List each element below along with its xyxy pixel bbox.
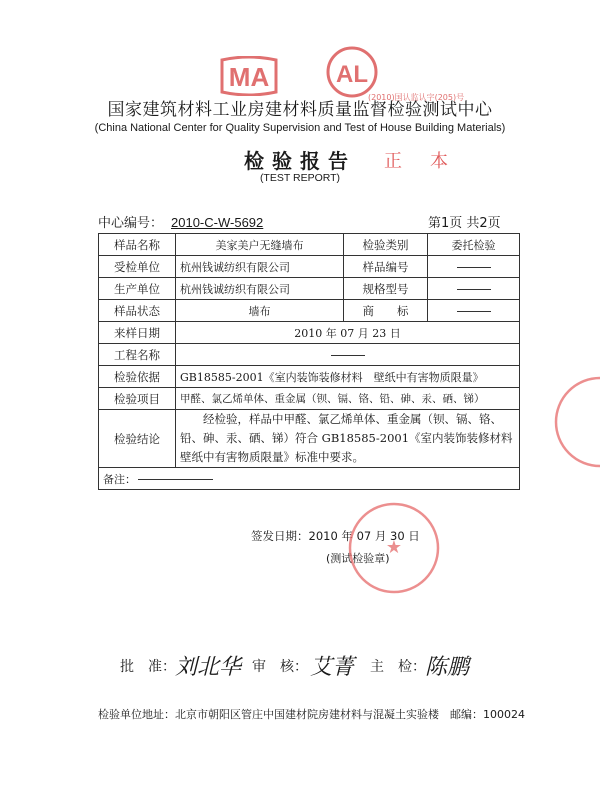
project-value bbox=[176, 344, 520, 366]
sample-no-label: 样品编号 bbox=[344, 256, 428, 278]
empty-dash bbox=[457, 311, 491, 312]
sample-date-value: 2010 年 07 月 23 日 bbox=[176, 322, 520, 344]
table-row bbox=[99, 300, 520, 322]
center-code bbox=[98, 212, 263, 231]
institution-title-cn: 国家建筑材料工业房建材料质量监督检验测试中心 bbox=[107, 100, 493, 120]
table-row bbox=[99, 388, 520, 410]
page-info: 第1页 共2页 bbox=[428, 216, 501, 231]
inspector-signature: 陈鹏 bbox=[425, 655, 470, 680]
model-label: 规格型号 bbox=[344, 278, 428, 300]
report-title-en: (TEST REPORT) bbox=[259, 172, 341, 184]
original-copy-mark: 正本 bbox=[384, 151, 476, 172]
project-label: 工程名称 bbox=[99, 344, 176, 366]
center-code-label: 中心编号： bbox=[98, 216, 164, 231]
center-code-value: 2010-C-W-5692 bbox=[171, 215, 264, 230]
side-stamp bbox=[520, 372, 600, 472]
approve-label: 批 准： bbox=[120, 659, 176, 675]
table-row bbox=[99, 256, 520, 278]
svg-text:★: ★ bbox=[385, 537, 403, 558]
table-row bbox=[99, 234, 520, 256]
empty-dash bbox=[457, 267, 491, 268]
sample-name-label: 样品名称 bbox=[99, 234, 176, 256]
brand-value bbox=[428, 300, 520, 322]
note-line bbox=[138, 479, 213, 480]
review-label: 审 核： bbox=[252, 659, 308, 675]
inspection-seal bbox=[344, 498, 444, 598]
items-label: 检验项目 bbox=[99, 388, 176, 410]
client-label: 受检单位 bbox=[99, 256, 176, 278]
client-value: 杭州钱诚纺织有限公司 bbox=[176, 256, 344, 278]
inspection-type-value: 委托检验 bbox=[428, 234, 520, 256]
note-cell bbox=[99, 468, 520, 490]
inspector-label: 主 检： bbox=[370, 659, 426, 675]
institution-title-en: (China National Center for Quality Supervision and Test of House Building Materials) bbox=[94, 122, 506, 134]
inspection-type-label: 检验类别 bbox=[344, 234, 428, 256]
basis-label: 检验依据 bbox=[99, 366, 176, 388]
table-row bbox=[99, 322, 520, 344]
table-row bbox=[99, 278, 520, 300]
footer-address: 检验单位地址：北京市朝阳区管庄中国建材院房建材料与混凝土实验楼 邮编：100024 bbox=[98, 708, 525, 721]
cal-license-text: (2010)国认监认字(205)号 bbox=[368, 93, 465, 102]
state-label: 样品状态 bbox=[99, 300, 176, 322]
sample-date-label: 来样日期 bbox=[99, 322, 176, 344]
conclusion-label: 检验结论 bbox=[99, 410, 176, 468]
table-row bbox=[99, 468, 520, 490]
inspection-seal-label: (测试检验章) bbox=[326, 552, 390, 565]
report-title-cn: 检验报告 bbox=[244, 149, 356, 173]
producer-value: 杭州钱诚纺织有限公司 bbox=[176, 278, 344, 300]
empty-dash bbox=[331, 355, 365, 356]
svg-text:MA: MA bbox=[228, 62, 270, 92]
brand-label: 商 标 bbox=[344, 300, 428, 322]
issue-date: 签发日期：2010 年 07 月 30 日 bbox=[251, 529, 420, 543]
table-row bbox=[99, 344, 520, 366]
table-row bbox=[99, 410, 520, 468]
conclusion-text: 经检验，样品中甲醛、氯乙烯单体、重金属（钡、镉、铬、铅、砷、汞、硒、锑）符合 GB18585-2001《室内装饰装修材料 壁纸中有害物质限量》标准中要求。 bbox=[180, 412, 525, 464]
state-value: 墙布 bbox=[176, 300, 344, 322]
sample-no-value bbox=[428, 256, 520, 278]
empty-dash bbox=[457, 289, 491, 290]
svg-text:AL: AL bbox=[336, 61, 368, 88]
table-row bbox=[99, 366, 520, 388]
model-value bbox=[428, 278, 520, 300]
note-label: 备注： bbox=[103, 472, 136, 486]
report-table bbox=[98, 233, 525, 565]
review-signature: 艾菁 bbox=[310, 655, 355, 680]
items-value: 甲醛、氯乙烯单体、重金属（钡、镉、铬、铅、砷、汞、硒、锑） bbox=[176, 388, 520, 410]
sample-name-value: 美家美户无缝墙布 bbox=[176, 234, 344, 256]
ma-logo bbox=[212, 56, 286, 100]
producer-label: 生产单位 bbox=[99, 278, 176, 300]
conclusion-cell bbox=[176, 410, 525, 565]
approve-signature: 刘北华 bbox=[175, 655, 242, 680]
basis-value: GB18585-2001《室内装饰装修材料 壁纸中有害物质限量》 bbox=[176, 366, 520, 388]
